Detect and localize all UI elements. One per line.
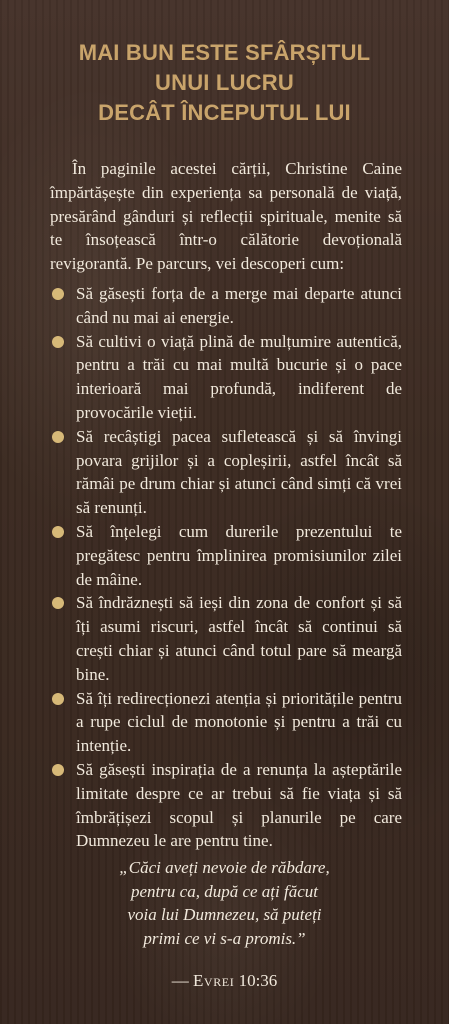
benefits-list: [50, 282, 402, 853]
bullet-dot-icon: [52, 431, 64, 443]
list-item: [50, 520, 402, 591]
list-item-text: Să găsești forța de a merge mai departe atunci când nu mai ai energie.: [76, 284, 402, 327]
list-item-text: Să înțelegi cum durerile prezentului te pregătesc pentru împlinirea promisiunilor zilei de mâine.: [76, 521, 402, 589]
bullet-dot-icon: [52, 336, 64, 348]
title-line-1: MAI BUN ESTE SFÂRȘITUL: [78, 40, 371, 65]
list-item: [50, 425, 402, 520]
list-item-text: Să recâștigi pacea sufletească și să învingi povara grijilor și a copleșirii, astfel încât să rămâi pe drum chiar și atunci când simți că vrei să renunți.: [76, 426, 402, 518]
scripture-quote: [60, 856, 389, 950]
list-item: [50, 591, 402, 686]
list-item-text: Să găsești inspirația de a renunța la așteptările limitate despre ce ar trebui să fie viața și să îmbrățișezi scopul și planurile pe care Dumnezeu le are pentru tine.: [76, 759, 402, 851]
list-item-text: Să cultivi o viață plină de mulțumire autentică, pentru a trăi cu mai multă bucurie și o pace interioară mai profundă, indiferent de provocările vieții.: [76, 331, 402, 422]
reference-book: Evrei: [192, 971, 235, 990]
quote-line-2: pentru ca, după ce ați făcut: [131, 881, 318, 901]
bullet-dot-icon: [52, 764, 64, 776]
quote-line-1: „Căci aveți nevoie de răbdare,: [119, 858, 330, 877]
list-item: [50, 687, 402, 758]
cover-title: [20, 38, 429, 128]
title-line-2: UNUI LUCRU: [155, 70, 294, 95]
scripture-reference: [60, 968, 389, 994]
bullet-dot-icon: [52, 288, 64, 300]
quote-line-4: primi ce vi s-a promis.”: [143, 928, 306, 948]
quote-line-3: voia lui Dumnezeu, să puteți: [127, 905, 322, 924]
list-item-text: Să îndrăznești să ieși din zona de confort și să îți asumi riscuri, astfel încât să continui să crești chiar și atunci când totul pare să meargă bine.: [76, 593, 402, 684]
bullet-dot-icon: [52, 693, 64, 705]
list-item: [50, 282, 402, 330]
reference-dash: —: [171, 971, 193, 990]
list-item: [50, 330, 402, 425]
bullet-dot-icon: [52, 526, 64, 538]
intro-paragraph: În paginile acestei cărții, Christine Caine împărtășește din experiența sa personală de viață, presărând gânduri și reflecții spirituale, menite să te însoțească într-o călătorie devoțională revigorantă. Pe parcurs, vei descoperi cum:: [50, 159, 402, 274]
bullet-dot-icon: [52, 597, 64, 609]
list-item: [50, 758, 402, 853]
reference-verse: 10:36: [234, 971, 278, 990]
title-line-3: DECÂT ÎNCEPUTUL LUI: [98, 100, 351, 125]
list-item-text: Să îți redirecționezi atenția și prioritățile pentru a rupe ciclul de monotonie și pentru a trăi cu intenție.: [76, 688, 402, 756]
